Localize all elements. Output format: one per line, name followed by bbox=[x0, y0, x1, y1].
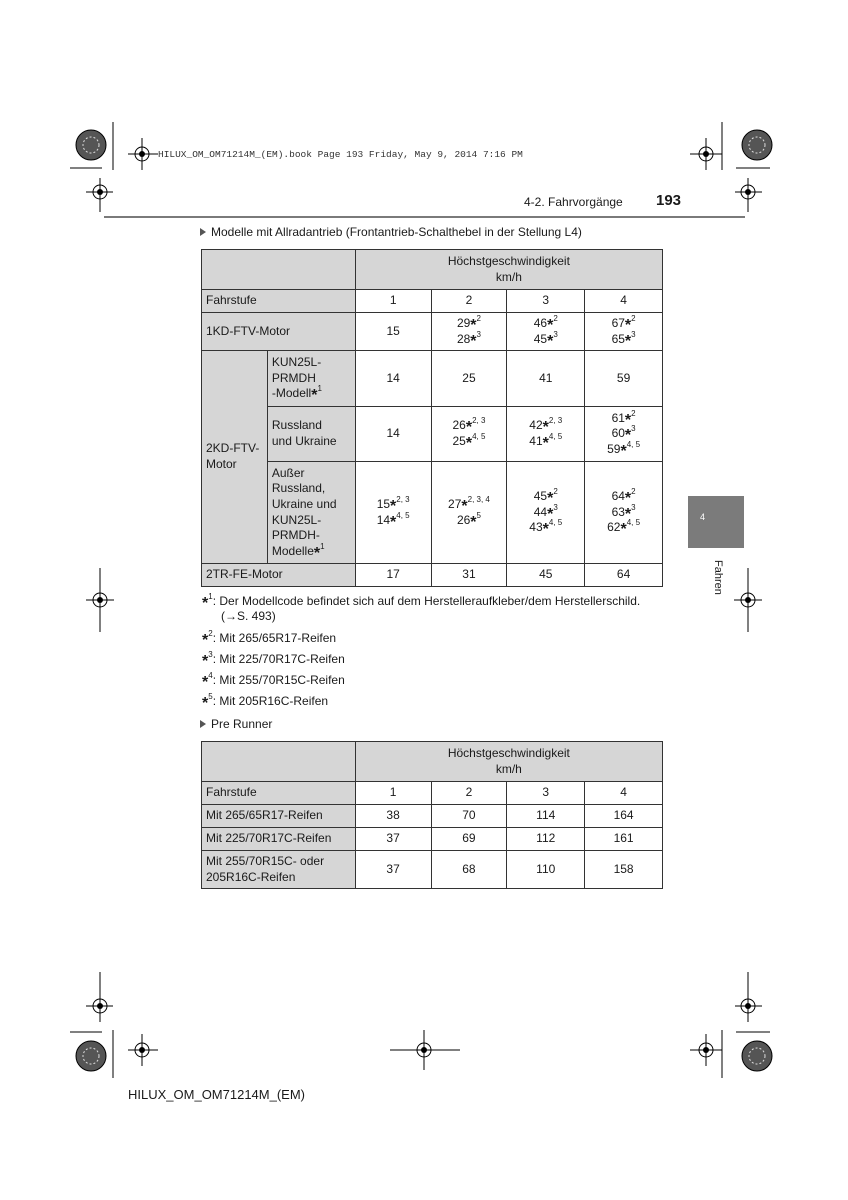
speed-value-line bbox=[511, 518, 580, 539]
speed-value: 26 bbox=[452, 418, 466, 433]
speed-value-line bbox=[360, 510, 427, 531]
cell-kun25l-g3: 41 bbox=[507, 351, 585, 407]
footnote-ref: 2, 3, 4 bbox=[467, 494, 490, 504]
row-label-kun25l bbox=[267, 351, 355, 407]
speed-value-line bbox=[436, 494, 503, 515]
gear-label: Fahrstufe bbox=[202, 782, 356, 805]
footnote-ref: 5 bbox=[476, 510, 481, 520]
table-corner-cell bbox=[202, 742, 356, 782]
footnote-star: * bbox=[470, 316, 477, 334]
cell-1kd-g3 bbox=[507, 313, 585, 351]
speed-value-line bbox=[589, 329, 658, 350]
speed-table-4wd bbox=[201, 249, 663, 587]
speed-value: 25 bbox=[452, 434, 466, 448]
footnote-ref: 1 bbox=[320, 541, 325, 551]
table-row-2kd-kun25l bbox=[202, 351, 663, 407]
cell-russland-g2 bbox=[431, 407, 507, 462]
table-row bbox=[202, 851, 663, 889]
row-label: Mit 265/65R17-Reifen bbox=[202, 805, 356, 828]
table-row bbox=[202, 828, 663, 851]
bullet-triangle-icon bbox=[200, 720, 206, 728]
row-label-1kd: 1KD-FTV-Motor bbox=[202, 313, 356, 351]
footnote-ref: 4, 5 bbox=[626, 518, 641, 528]
max-speed-header: Höchstgeschwindigkeit km/h bbox=[355, 742, 662, 782]
table-row-2kd-russland bbox=[202, 407, 663, 462]
footnote-ref: 2 bbox=[631, 313, 636, 323]
speed-value: 63 bbox=[611, 504, 625, 519]
cell-kun25l-g4: 59 bbox=[585, 351, 663, 407]
speed-value: 65 bbox=[611, 331, 625, 346]
row-group-label-2kd: 2KD-FTV- Motor bbox=[202, 351, 268, 564]
cell-1kd-g1: 15 bbox=[355, 313, 431, 351]
speed-value-line bbox=[589, 313, 658, 334]
chapter-tab-number: 4 bbox=[700, 512, 706, 522]
label-line: Russland bbox=[271, 418, 322, 433]
speed-value: 62 bbox=[607, 520, 621, 535]
speed-value: 67 bbox=[611, 315, 625, 330]
footnote-star: * bbox=[470, 332, 477, 350]
cell-1kd-g2 bbox=[431, 313, 507, 351]
footnote-star: * bbox=[547, 332, 554, 350]
label-line: PRMDH- bbox=[271, 528, 320, 543]
footnote-ref: 3 bbox=[631, 502, 636, 512]
footnote-ref: 4, 5 bbox=[396, 510, 410, 520]
bullet-triangle-icon bbox=[200, 228, 206, 236]
cell-2tr-g1: 17 bbox=[355, 564, 431, 587]
cell-ausser-g1 bbox=[355, 462, 431, 564]
footnote-ref: 3 bbox=[553, 329, 558, 339]
section2-heading: Pre Runner bbox=[200, 717, 272, 731]
speed-value-line bbox=[589, 408, 658, 429]
cell-2tr-g2: 31 bbox=[431, 564, 507, 587]
speed-value: 46 bbox=[533, 315, 548, 330]
speed-value: 27 bbox=[448, 496, 462, 511]
section-title: 4-2. Fahrvorgänge bbox=[524, 195, 623, 209]
label-line: KUN25L- bbox=[271, 355, 322, 370]
footnote-star: * bbox=[624, 427, 632, 445]
footnote-ref: 2 bbox=[631, 408, 636, 418]
table-row-1kd bbox=[202, 313, 663, 351]
footnote-ref: 4, 5 bbox=[548, 432, 563, 441]
book-info-line: HILUX_OM_OM71214M_(EM).book Page 193 Friday, May 9, 2014 7:16 PM bbox=[158, 149, 523, 160]
table-row-2kd-ausser bbox=[202, 462, 663, 564]
speed-value-line bbox=[436, 329, 503, 350]
speed-value-line bbox=[436, 434, 503, 450]
footnote-star: * bbox=[311, 387, 318, 405]
page-number: 193 bbox=[656, 192, 682, 209]
footnote-star: * bbox=[542, 419, 549, 437]
speed-value: 26 bbox=[456, 512, 471, 527]
speed-value: 45 bbox=[533, 331, 548, 346]
footnote-star: * bbox=[470, 513, 477, 531]
cell-ausser-g4 bbox=[585, 462, 663, 564]
row-label-russland bbox=[267, 407, 355, 462]
label-line: Außer bbox=[271, 465, 305, 480]
footer-code: HILUX_OM_OM71214M_(EM) bbox=[128, 1087, 305, 1102]
gear-2: 2 bbox=[431, 290, 507, 313]
gear-label: Fahrstufe bbox=[202, 290, 356, 313]
section1-heading: Modelle mit Allradantrieb (Frontantrieb-Schalthebel in der Stellung L4) bbox=[200, 225, 582, 239]
cell-1kd-g4 bbox=[585, 313, 663, 351]
speed-value-line bbox=[436, 510, 503, 531]
footnote-star: * bbox=[313, 544, 321, 562]
max-speed-header: Höchstgeschwindigkeit km/h bbox=[355, 250, 662, 290]
cell-russland-g1: 14 bbox=[355, 407, 431, 462]
speed-value: 29 bbox=[456, 315, 471, 330]
speed-value: 45 bbox=[533, 489, 548, 504]
speed-value: 43 bbox=[529, 520, 543, 535]
chapter-tab-label: Fahren bbox=[712, 560, 724, 595]
chapter-tab bbox=[688, 496, 744, 548]
footnote-star: * bbox=[620, 442, 627, 460]
table-header-row bbox=[202, 742, 663, 782]
table-row-gears bbox=[202, 290, 663, 313]
speed-value: 15 bbox=[376, 496, 391, 511]
footnote-ref: 2, 3 bbox=[548, 416, 563, 426]
speed-value-line bbox=[511, 313, 580, 334]
footnote-star: * bbox=[547, 316, 554, 334]
footnote-star: * bbox=[461, 497, 468, 515]
speed-value: 42 bbox=[529, 418, 543, 433]
cell-2tr-g3: 45 bbox=[507, 564, 585, 587]
speed-value-line bbox=[589, 439, 658, 460]
footnote-ref: 3 bbox=[476, 329, 481, 339]
cell-2tr-g4: 64 bbox=[585, 564, 663, 587]
speed-value: 64 bbox=[611, 489, 625, 504]
speed-value-line bbox=[511, 329, 580, 350]
label-line: KUN25L- bbox=[271, 512, 322, 527]
table-cell: 37 bbox=[355, 828, 431, 851]
gear-4: 4 bbox=[585, 290, 663, 313]
speed-value: 44 bbox=[533, 504, 548, 519]
footnote-ref: 2, 3 bbox=[396, 494, 410, 504]
footnote-5: *$^5$: Mit 205R16C-Reifen bbox=[202, 692, 329, 712]
footnote-ref: 3 bbox=[631, 329, 636, 339]
table-cell: 112 bbox=[507, 828, 585, 851]
table-cell: 114 bbox=[507, 805, 585, 828]
row-label-2tr: 2TR-FE-Motor bbox=[202, 564, 356, 587]
row-label-ausser bbox=[267, 462, 355, 564]
table-cell: 164 bbox=[585, 805, 663, 828]
label-line: Modelle*$^1$ bbox=[271, 541, 325, 562]
footnote-star: * bbox=[620, 521, 627, 539]
gear-2: 2 bbox=[431, 782, 507, 805]
footnote-star: * bbox=[624, 505, 632, 523]
footnote-star: * bbox=[624, 490, 632, 508]
cell-ausser-g2 bbox=[431, 462, 507, 564]
speed-value: 41 bbox=[529, 434, 543, 448]
table-row bbox=[202, 805, 663, 828]
footnote-star: * bbox=[390, 513, 397, 531]
gear-1: 1 bbox=[355, 782, 431, 805]
footnote-ref: 2, 3 bbox=[472, 416, 486, 426]
footnote-ref: 2 bbox=[553, 487, 558, 497]
table-cell: 161 bbox=[585, 828, 663, 851]
table-corner-cell bbox=[202, 250, 356, 290]
gear-3: 3 bbox=[507, 290, 585, 313]
table-cell: 110 bbox=[507, 851, 585, 889]
table-cell: 68 bbox=[431, 851, 507, 889]
speed-value: 14 bbox=[376, 512, 391, 527]
table-row-gears bbox=[202, 782, 663, 805]
speed-value: 28 bbox=[456, 331, 471, 346]
footnote-ref: 3 bbox=[631, 424, 636, 434]
label-line: PRMDH bbox=[271, 370, 316, 385]
footnote-ref: 4, 5 bbox=[548, 518, 563, 528]
footnote-ref: 2 bbox=[476, 313, 481, 323]
footnote-4: *$^4$: Mit 255/70R15C-Reifen bbox=[202, 671, 345, 691]
gear-4: 4 bbox=[585, 782, 663, 805]
speed-table-prerunner bbox=[201, 741, 663, 889]
row-label: Mit 225/70R17C-Reifen bbox=[202, 828, 356, 851]
cell-kun25l-g2: 25 bbox=[431, 351, 507, 407]
speed-value-line bbox=[589, 487, 658, 508]
speed-value-line bbox=[511, 487, 580, 508]
table-cell: 158 bbox=[585, 851, 663, 889]
speed-value-line bbox=[436, 313, 503, 334]
footnote-ref: 4, 5 bbox=[626, 439, 641, 449]
footnote-2: *$^2$: Mit 265/65R17-Reifen bbox=[202, 629, 337, 649]
label-line: und Ukraine bbox=[271, 434, 337, 448]
label-line: Russland, bbox=[271, 481, 326, 496]
table-cell: 38 bbox=[355, 805, 431, 828]
footnote-star: * bbox=[542, 435, 549, 452]
speed-value: 61 bbox=[611, 410, 625, 425]
table-cell: 70 bbox=[431, 805, 507, 828]
footnote-ref: 1 bbox=[317, 384, 322, 394]
footnote-star: * bbox=[547, 505, 554, 523]
footnote-ref: 4, 5 bbox=[472, 432, 486, 441]
table-cell: 69 bbox=[431, 828, 507, 851]
header-rule bbox=[104, 216, 745, 218]
footnote-1: *$^1$: Der Modellcode befindet sich auf dem Herstelleraufkleber/dem Herstellerschild. (→S. 493) bbox=[202, 592, 641, 623]
footnote-star: * bbox=[390, 497, 397, 515]
footnote-star: * bbox=[624, 411, 632, 429]
cell-kun25l-g1: 14 bbox=[355, 351, 431, 407]
gear-3: 3 bbox=[507, 782, 585, 805]
speed-value-line bbox=[511, 434, 580, 450]
cell-russland-g4 bbox=[585, 407, 663, 462]
footnote-star: * bbox=[465, 419, 473, 437]
speed-value: 59 bbox=[607, 441, 621, 456]
footnote-ref: 2 bbox=[553, 313, 558, 323]
footnote-star: * bbox=[624, 316, 632, 334]
footnote-ref: 3 bbox=[553, 502, 558, 512]
table-cell: 37 bbox=[355, 851, 431, 889]
footnote-star: * bbox=[542, 521, 549, 539]
table-header-row bbox=[202, 250, 663, 290]
footnote-star: * bbox=[624, 332, 632, 350]
footnote-3: *$^3$: Mit 225/70R17C-Reifen bbox=[202, 650, 345, 670]
gear-1: 1 bbox=[355, 290, 431, 313]
footnote-star: * bbox=[547, 490, 554, 508]
speed-value-line bbox=[589, 518, 658, 539]
footnote-ref: 2 bbox=[631, 487, 636, 497]
row-label: Mit 255/70R15C- oder 205R16C-Reifen bbox=[202, 851, 356, 889]
table-row-2tr bbox=[202, 564, 663, 587]
speed-value: 60 bbox=[611, 426, 625, 441]
label-line: Ukraine und bbox=[271, 496, 337, 511]
footnote-star: * bbox=[465, 435, 473, 452]
label-line: -Modell*$^1$ bbox=[271, 384, 322, 405]
cell-russland-g3 bbox=[507, 407, 585, 462]
cell-ausser-g3 bbox=[507, 462, 585, 564]
